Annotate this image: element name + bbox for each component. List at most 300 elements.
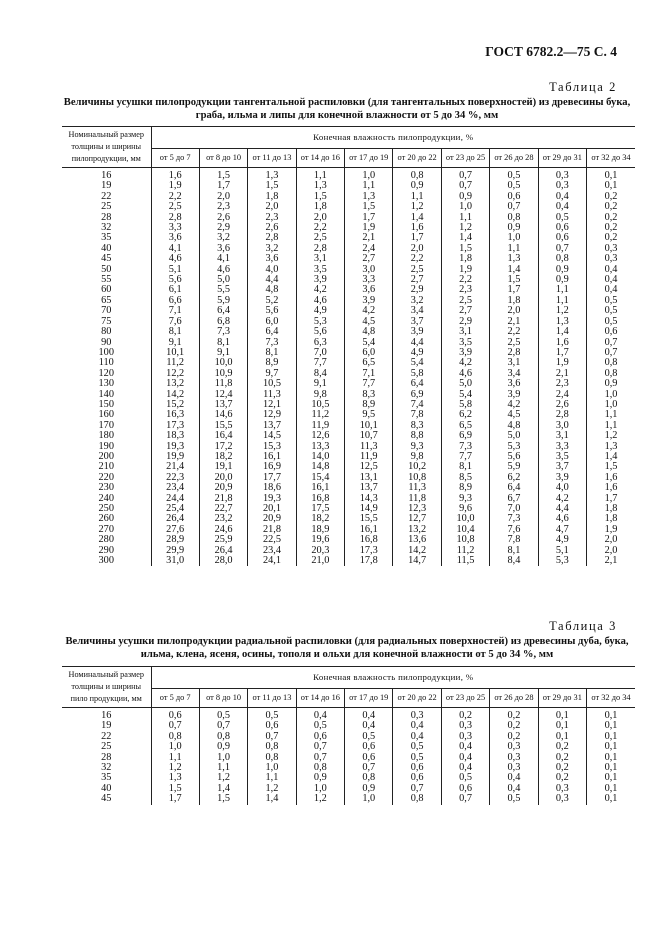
shrinkage-cell: 24,4 (151, 494, 199, 504)
shrinkage-cell: 0,8 (393, 794, 441, 804)
shrinkage-cell: 14,7 (393, 556, 441, 566)
shrinkage-cell: 16,1 (296, 483, 344, 493)
shrinkage-cell: 0,5 (587, 317, 635, 327)
shrinkage-cell: 7,1 (151, 306, 199, 316)
shrinkage-cell: 1,1 (441, 213, 489, 223)
table3-column-header: от 17 до 19 (345, 688, 393, 707)
shrinkage-cell: 4,4 (248, 275, 296, 285)
table-row (62, 494, 635, 504)
shrinkage-cell: 0,6 (248, 721, 296, 731)
shrinkage-cell: 7,3 (248, 338, 296, 348)
shrinkage-cell: 0,3 (587, 244, 635, 254)
shrinkage-cell: 11,2 (151, 358, 199, 368)
shrinkage-cell: 6,7 (490, 494, 538, 504)
size-cell: 160 (98, 409, 114, 421)
shrinkage-cell: 3,9 (490, 390, 538, 400)
shrinkage-cell: 2,6 (538, 400, 586, 410)
table3-caption: Величины усушки пилопродукции радиальной распиловки (для радиальных поверхностей) из древесины дуба, бука, ильма, клена, ясеня, осины, тополя и ольхи для конечной влажности от 5 до 34 %, мм (65, 636, 629, 660)
shrinkage-cell: 2,7 (441, 306, 489, 316)
shrinkage-cell: 5,3 (296, 317, 344, 327)
table-row (62, 794, 635, 804)
shrinkage-cell: 4,0 (248, 265, 296, 275)
shrinkage-cell: 10,8 (393, 473, 441, 483)
shrinkage-cell: 7,3 (199, 327, 247, 337)
shrinkage-cell: 1,1 (248, 773, 296, 783)
size-cell: 65 (101, 294, 112, 306)
table-row (62, 296, 635, 306)
shrinkage-cell: 1,0 (345, 168, 393, 182)
shrinkage-cell: 1,7 (151, 794, 199, 804)
size-cell: 19 (101, 720, 112, 732)
table-row (62, 742, 635, 752)
shrinkage-cell: 0,6 (538, 223, 586, 233)
shrinkage-cell: 6,5 (345, 358, 393, 368)
shrinkage-cell: 0,4 (441, 753, 489, 763)
shrinkage-cell: 8,1 (490, 546, 538, 556)
shrinkage-cell: 2,8 (248, 233, 296, 243)
shrinkage-cell: 4,9 (393, 348, 441, 358)
shrinkage-cell: 4,8 (345, 327, 393, 337)
shrinkage-cell: 25,9 (199, 535, 247, 545)
shrinkage-cell: 8,1 (199, 338, 247, 348)
shrinkage-cell: 10,8 (441, 535, 489, 545)
size-cell: 150 (98, 398, 114, 410)
shrinkage-cell: 1,8 (587, 504, 635, 514)
shrinkage-cell: 0,6 (587, 327, 635, 337)
shrinkage-cell: 0,7 (587, 348, 635, 358)
shrinkage-cell: 15,4 (296, 473, 344, 483)
shrinkage-cell: 6,1 (151, 285, 199, 295)
shrinkage-cell: 10,4 (441, 525, 489, 535)
shrinkage-cell: 1,7 (490, 285, 538, 295)
shrinkage-cell: 0,5 (490, 794, 538, 804)
shrinkage-cell: 0,8 (393, 168, 441, 182)
shrinkage-cell: 4,7 (538, 525, 586, 535)
shrinkage-cell: 0,1 (587, 763, 635, 773)
shrinkage-cell: 8,3 (393, 421, 441, 431)
shrinkage-cell: 22,5 (248, 535, 296, 545)
shrinkage-cell: 0,1 (538, 721, 586, 731)
shrinkage-cell: 1,2 (296, 794, 344, 804)
shrinkage-cell: 18,2 (296, 514, 344, 524)
shrinkage-cell: 2,3 (199, 202, 247, 212)
shrinkage-cell: 17,8 (345, 556, 393, 566)
shrinkage-cell: 2,7 (345, 254, 393, 264)
shrinkage-cell: 2,0 (248, 202, 296, 212)
shrinkage-cell: 0,4 (441, 763, 489, 773)
shrinkage-cell: 1,7 (587, 494, 635, 504)
shrinkage-cell: 14,6 (199, 410, 247, 420)
shrinkage-cell: 14,0 (296, 452, 344, 462)
shrinkage-cell: 2,6 (199, 213, 247, 223)
shrinkage-cell: 0,2 (587, 233, 635, 243)
shrinkage-cell: 6,5 (441, 421, 489, 431)
shrinkage-cell: 0,2 (538, 753, 586, 763)
table3-column-header: от 5 до 7 (151, 688, 199, 707)
shrinkage-cell: 0,3 (490, 742, 538, 752)
shrinkage-cell: 1,3 (490, 254, 538, 264)
table3-label: Таблица 3 (549, 619, 617, 633)
shrinkage-cell: 1,4 (441, 233, 489, 243)
shrinkage-cell: 14,2 (151, 390, 199, 400)
size-cell: 25 (101, 741, 112, 753)
shrinkage-cell: 0,3 (538, 794, 586, 804)
table2-label: Таблица 2 (549, 80, 617, 94)
shrinkage-cell: 15,5 (345, 514, 393, 524)
size-cell: 50 (101, 263, 112, 275)
shrinkage-cell: 6,2 (441, 410, 489, 420)
shrinkage-cell: 7,6 (490, 525, 538, 535)
shrinkage-cell: 2,2 (441, 275, 489, 285)
shrinkage-cell: 1,3 (538, 317, 586, 327)
shrinkage-cell: 1,3 (345, 192, 393, 202)
shrinkage-cell: 0,6 (393, 773, 441, 783)
shrinkage-cell: 12,1 (248, 400, 296, 410)
shrinkage-cell: 1,5 (296, 192, 344, 202)
shrinkage-cell: 1,5 (199, 168, 247, 182)
shrinkage-cell: 5,6 (151, 275, 199, 285)
table-row (62, 306, 635, 316)
shrinkage-cell: 17,3 (345, 546, 393, 556)
table3 (62, 666, 635, 805)
table2 (62, 126, 635, 566)
shrinkage-cell: 0,6 (393, 763, 441, 773)
shrinkage-cell: 0,7 (151, 721, 199, 731)
shrinkage-cell: 0,4 (490, 773, 538, 783)
shrinkage-cell: 9,3 (393, 442, 441, 452)
table-row (62, 168, 635, 182)
table-row (62, 773, 635, 783)
shrinkage-cell: 2,8 (538, 410, 586, 420)
table2-column-header: от 29 до 31 (538, 148, 586, 167)
size-cell: 170 (98, 419, 114, 431)
table3-column-header: от 20 до 22 (393, 688, 441, 707)
size-cell: 32 (101, 762, 112, 774)
shrinkage-cell: 8,9 (248, 358, 296, 368)
shrinkage-cell: 3,6 (490, 379, 538, 389)
shrinkage-cell: 0,2 (538, 773, 586, 783)
shrinkage-cell: 4,2 (538, 494, 586, 504)
shrinkage-cell: 0,3 (538, 181, 586, 191)
shrinkage-cell: 10,0 (199, 358, 247, 368)
shrinkage-cell: 17,2 (199, 442, 247, 452)
shrinkage-cell: 8,3 (345, 390, 393, 400)
size-cell: 230 (98, 482, 114, 494)
shrinkage-cell: 17,7 (248, 473, 296, 483)
shrinkage-cell: 3,5 (441, 338, 489, 348)
shrinkage-cell: 0,7 (441, 794, 489, 804)
table-row (62, 317, 635, 327)
shrinkage-cell: 1,9 (538, 358, 586, 368)
shrinkage-cell: 8,1 (151, 327, 199, 337)
size-cell: 180 (98, 430, 114, 442)
shrinkage-cell: 1,2 (199, 773, 247, 783)
shrinkage-cell: 2,7 (393, 275, 441, 285)
table2-caption: Величины усушки пилопродукции тангентальной распиловки (для тангентальных поверхностей) из древесины бука, граба, ильма и липы для конечной влажности от 5 до 34 %, мм (63, 97, 631, 121)
shrinkage-cell: 16,8 (345, 535, 393, 545)
shrinkage-cell: 3,7 (538, 462, 586, 472)
shrinkage-cell: 1,5 (490, 275, 538, 285)
shrinkage-cell: 17,3 (151, 421, 199, 431)
shrinkage-cell: 12,5 (345, 462, 393, 472)
shrinkage-cell: 4,6 (538, 514, 586, 524)
shrinkage-cell: 0,4 (490, 784, 538, 794)
shrinkage-cell: 3,9 (296, 275, 344, 285)
shrinkage-cell: 3,9 (538, 473, 586, 483)
shrinkage-cell: 3,2 (199, 233, 247, 243)
shrinkage-cell: 1,0 (345, 794, 393, 804)
shrinkage-cell: 0,5 (538, 213, 586, 223)
shrinkage-cell: 3,0 (345, 265, 393, 275)
shrinkage-cell: 8,1 (441, 462, 489, 472)
shrinkage-cell: 7,0 (490, 504, 538, 514)
shrinkage-cell: 5,0 (441, 379, 489, 389)
shrinkage-cell: 1,5 (441, 244, 489, 254)
table2-column-header: от 14 до 16 (296, 148, 344, 167)
shrinkage-cell: 22,3 (151, 473, 199, 483)
shrinkage-cell: 0,3 (490, 753, 538, 763)
shrinkage-cell: 5,4 (441, 390, 489, 400)
shrinkage-cell: 0,5 (587, 296, 635, 306)
shrinkage-cell: 1,6 (151, 168, 199, 182)
shrinkage-cell: 3,6 (151, 233, 199, 243)
shrinkage-cell: 1,9 (345, 223, 393, 233)
shrinkage-cell: 1,2 (393, 202, 441, 212)
table-row (62, 708, 635, 722)
table-row (62, 763, 635, 773)
table-row (62, 753, 635, 763)
shrinkage-cell: 1,6 (538, 338, 586, 348)
table2-column-header: от 8 до 10 (199, 148, 247, 167)
shrinkage-cell: 0,5 (490, 181, 538, 191)
shrinkage-cell: 0,8 (248, 753, 296, 763)
size-cell: 110 (98, 357, 114, 369)
shrinkage-cell: 1,1 (393, 192, 441, 202)
shrinkage-cell: 2,2 (296, 223, 344, 233)
shrinkage-cell: 0,2 (538, 763, 586, 773)
shrinkage-cell: 4,6 (296, 296, 344, 306)
shrinkage-cell: 0,3 (441, 721, 489, 731)
shrinkage-cell: 2,0 (587, 546, 635, 556)
shrinkage-cell: 8,5 (441, 473, 489, 483)
shrinkage-cell: 9,8 (296, 390, 344, 400)
shrinkage-cell: 12,3 (393, 504, 441, 514)
table-row (62, 400, 635, 410)
shrinkage-cell: 7,4 (393, 400, 441, 410)
shrinkage-cell: 1,4 (538, 327, 586, 337)
shrinkage-cell: 0,9 (587, 379, 635, 389)
shrinkage-cell: 1,3 (151, 773, 199, 783)
shrinkage-cell: 16,4 (199, 431, 247, 441)
shrinkage-cell: 16,8 (296, 494, 344, 504)
shrinkage-cell: 1,1 (199, 763, 247, 773)
shrinkage-cell: 3,9 (345, 296, 393, 306)
shrinkage-cell: 1,3 (296, 181, 344, 191)
shrinkage-cell: 21,8 (199, 494, 247, 504)
shrinkage-cell: 5,0 (490, 431, 538, 441)
shrinkage-cell: 31,0 (151, 556, 199, 566)
size-cell: 16 (101, 710, 112, 721)
shrinkage-cell: 4,1 (151, 244, 199, 254)
table-row (62, 721, 635, 731)
shrinkage-cell: 0,3 (587, 254, 635, 264)
table-row (62, 410, 635, 420)
shrinkage-cell: 12,4 (199, 390, 247, 400)
shrinkage-cell: 2,8 (490, 348, 538, 358)
shrinkage-cell: 6,4 (248, 327, 296, 337)
shrinkage-cell: 1,2 (441, 223, 489, 233)
shrinkage-cell: 5,5 (199, 285, 247, 295)
size-cell: 90 (101, 336, 112, 348)
shrinkage-cell: 0,9 (538, 265, 586, 275)
shrinkage-cell: 1,7 (538, 348, 586, 358)
shrinkage-cell: 1,3 (248, 168, 296, 182)
shrinkage-cell: 14,2 (393, 546, 441, 556)
shrinkage-cell: 2,2 (490, 327, 538, 337)
shrinkage-cell: 2,5 (151, 202, 199, 212)
table-row (62, 784, 635, 794)
shrinkage-cell: 6,9 (441, 431, 489, 441)
shrinkage-cell: 5,6 (296, 327, 344, 337)
shrinkage-cell: 22,7 (199, 504, 247, 514)
shrinkage-cell: 3,2 (248, 244, 296, 254)
shrinkage-cell: 2,9 (441, 317, 489, 327)
shrinkage-cell: 4,4 (538, 504, 586, 514)
shrinkage-cell: 5,3 (490, 442, 538, 452)
size-cell: 28 (101, 211, 112, 223)
shrinkage-cell: 9,1 (296, 379, 344, 389)
shrinkage-cell: 0,1 (587, 773, 635, 783)
shrinkage-cell: 3,5 (296, 265, 344, 275)
shrinkage-cell: 4,2 (345, 306, 393, 316)
shrinkage-cell: 7,8 (393, 410, 441, 420)
table-row (62, 732, 635, 742)
shrinkage-cell: 26,4 (151, 514, 199, 524)
shrinkage-cell: 1,6 (393, 223, 441, 233)
size-cell: 300 (98, 555, 114, 567)
shrinkage-cell: 11,3 (393, 483, 441, 493)
shrinkage-cell: 7,7 (441, 452, 489, 462)
size-cell: 32 (101, 222, 112, 234)
size-cell: 60 (101, 284, 112, 296)
shrinkage-cell: 2,6 (248, 223, 296, 233)
shrinkage-cell: 0,4 (345, 708, 393, 722)
table-row (62, 285, 635, 295)
shrinkage-cell: 2,5 (296, 233, 344, 243)
shrinkage-cell: 5,4 (345, 338, 393, 348)
shrinkage-cell: 0,4 (587, 285, 635, 295)
shrinkage-cell: 0,4 (538, 192, 586, 202)
shrinkage-cell: 3,6 (345, 285, 393, 295)
shrinkage-cell: 15,3 (248, 442, 296, 452)
table2-column-header: от 20 до 22 (393, 148, 441, 167)
shrinkage-cell: 1,0 (199, 753, 247, 763)
table2-moisture-header: Конечная влажность пилопродукции, % (151, 127, 635, 149)
shrinkage-cell: 0,2 (490, 721, 538, 731)
size-cell: 40 (101, 242, 112, 254)
table2-column-header: от 23 до 25 (441, 148, 489, 167)
table3-column-header: от 26 до 28 (490, 688, 538, 707)
shrinkage-cell: 2,0 (296, 213, 344, 223)
size-cell: 100 (98, 346, 114, 358)
shrinkage-cell: 19,3 (248, 494, 296, 504)
table2-column-header: от 26 до 28 (490, 148, 538, 167)
shrinkage-cell: 0,5 (490, 168, 538, 182)
shrinkage-cell: 4,6 (199, 265, 247, 275)
shrinkage-cell: 6,4 (393, 379, 441, 389)
size-cell: 75 (101, 315, 112, 327)
size-cell: 140 (98, 388, 114, 400)
shrinkage-cell: 5,6 (248, 306, 296, 316)
size-cell: 45 (101, 793, 112, 805)
shrinkage-cell: 1,9 (587, 525, 635, 535)
table-row (62, 223, 635, 233)
size-cell: 210 (98, 461, 114, 473)
table-row (62, 244, 635, 254)
shrinkage-cell: 13,7 (248, 421, 296, 431)
shrinkage-cell: 5,1 (151, 265, 199, 275)
shrinkage-cell: 0,8 (587, 369, 635, 379)
shrinkage-cell: 0,2 (441, 708, 489, 722)
shrinkage-cell: 1,6 (587, 473, 635, 483)
shrinkage-cell: 23,2 (199, 514, 247, 524)
table-row (62, 254, 635, 264)
shrinkage-cell: 18,2 (199, 452, 247, 462)
shrinkage-cell: 9,1 (151, 338, 199, 348)
shrinkage-cell: 1,1 (538, 296, 586, 306)
shrinkage-cell: 0,4 (441, 742, 489, 752)
shrinkage-cell: 1,1 (587, 421, 635, 431)
shrinkage-cell: 7,3 (490, 514, 538, 524)
shrinkage-cell: 18,3 (151, 431, 199, 441)
shrinkage-cell: 20,1 (248, 504, 296, 514)
shrinkage-cell: 2,1 (538, 369, 586, 379)
shrinkage-cell: 1,5 (151, 784, 199, 794)
shrinkage-cell: 13,7 (199, 400, 247, 410)
shrinkage-cell: 0,6 (151, 708, 199, 722)
shrinkage-cell: 0,7 (393, 784, 441, 794)
size-cell: 290 (98, 544, 114, 556)
shrinkage-cell: 0,8 (296, 763, 344, 773)
shrinkage-cell: 2,2 (151, 192, 199, 202)
shrinkage-cell: 24,6 (199, 525, 247, 535)
shrinkage-cell: 29,9 (151, 546, 199, 556)
shrinkage-cell: 0,1 (587, 721, 635, 731)
shrinkage-cell: 8,9 (441, 483, 489, 493)
shrinkage-cell: 7,0 (296, 348, 344, 358)
size-cell: 70 (101, 305, 112, 317)
shrinkage-cell: 27,6 (151, 525, 199, 535)
shrinkage-cell: 1,7 (199, 181, 247, 191)
shrinkage-cell: 1,1 (538, 285, 586, 295)
shrinkage-cell: 0,5 (393, 753, 441, 763)
table-row (62, 358, 635, 368)
shrinkage-cell: 2,1 (490, 317, 538, 327)
shrinkage-cell: 12,6 (296, 431, 344, 441)
shrinkage-cell: 11,3 (248, 390, 296, 400)
shrinkage-cell: 12,9 (248, 410, 296, 420)
size-cell: 40 (101, 782, 112, 794)
table3-column-header: от 11 до 13 (248, 688, 296, 707)
table-row (62, 473, 635, 483)
shrinkage-cell: 2,0 (393, 244, 441, 254)
shrinkage-cell: 23,4 (151, 483, 199, 493)
shrinkage-cell: 5,9 (490, 462, 538, 472)
shrinkage-cell: 4,2 (296, 285, 344, 295)
shrinkage-cell: 1,2 (248, 784, 296, 794)
shrinkage-cell: 6,8 (199, 317, 247, 327)
shrinkage-cell: 2,0 (587, 535, 635, 545)
